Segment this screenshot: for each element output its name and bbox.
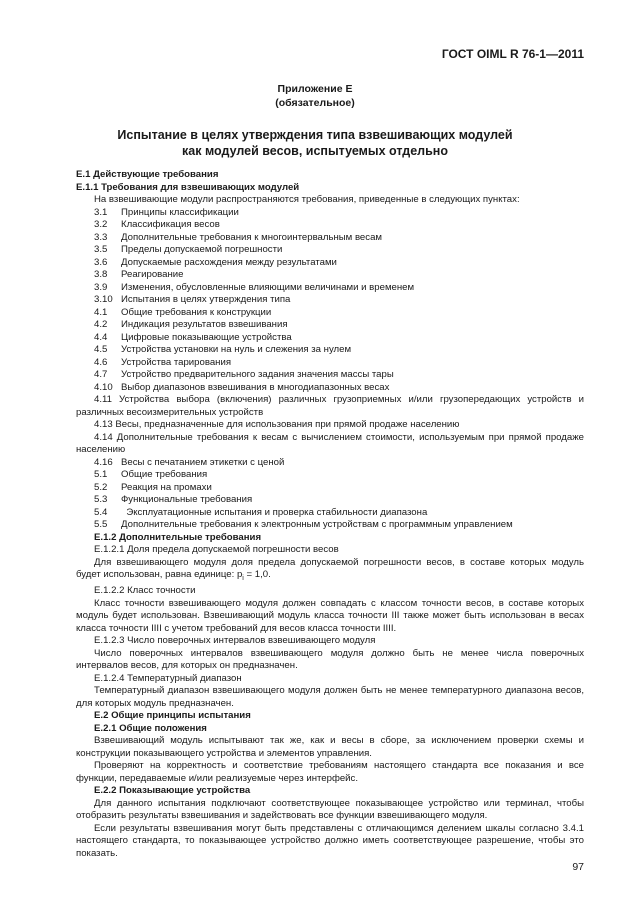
- list-item: [76, 469, 584, 482]
- list-item: [76, 369, 584, 382]
- section-e11-heading: Е.1.1 Требования для взвешивающих модулей: [76, 181, 300, 193]
- clause-e121-body: Для взвешивающего модуля доля предела допускаемой погрешности весов, в составе которых модуль будет использован, равна единице: p: [76, 556, 584, 580]
- requirements-list-2: [76, 457, 584, 532]
- item-text: Дополнительные требования к многоинтервальным весам: [121, 231, 382, 243]
- list-item-4-14: 4.14 Дополнительные требования к весам с вычислением стоимости, используемым при прямой продаже населению: [76, 431, 584, 455]
- item-text: Классификация весов: [121, 219, 220, 230]
- item-number: 4.2: [94, 319, 108, 330]
- clause-e122-title: Е.1.2.2 Класс точности: [94, 585, 196, 597]
- list-item: [76, 332, 584, 345]
- clause-e121-title: Е.1.2.1 Доля предела допускаемой погрешности весов: [94, 544, 339, 555]
- list-item: [76, 257, 584, 270]
- clause-e122-text: Класс точности взвешивающего модуля должен совпадать с классом точности весов, в составе которых модуль будет использован. Взвешивающий модуль класса точности III также может быть использован в весах класса точности IIII с учетом требований для весов класса точности IIII.: [76, 597, 584, 634]
- section-e21-paragraph-1: Взвешивающий модуль испытывают так же, как и весы в сборе, за исключением проверки схемы и конструкции показывающего устройства и элементов управления.: [76, 735, 584, 759]
- section-e11-intro: На взвешивающие модули распространяются требования, приведенные в следующих пунктах:: [94, 194, 520, 205]
- item-number: 4.5: [94, 344, 108, 355]
- item-text: Дополнительные требования к электронным устройствам с программным управлением: [121, 519, 513, 530]
- item-text: Индикация результатов взвешивания: [121, 319, 288, 330]
- page-number: 97: [572, 861, 584, 873]
- item-number: 4.7: [94, 369, 108, 380]
- list-item: [76, 519, 584, 532]
- item-number: 5.2: [94, 481, 108, 493]
- item-number: 5.3: [94, 494, 108, 505]
- list-item: [76, 294, 584, 307]
- section-e22-heading: Е.2.2 Показывающие устройства: [94, 785, 251, 797]
- main-title-line-2: как модулей весов, испытуемых отдельно: [182, 144, 448, 158]
- item-text: Функциональные требования: [121, 494, 253, 505]
- list-item: [76, 507, 584, 520]
- item-text: Устройства установки на нуль и слежения за нулем: [121, 344, 352, 355]
- section-e2-heading: Е.2 Общие принципы испытания: [94, 710, 251, 722]
- item-text: Пределы допускаемой погрешности: [121, 244, 283, 255]
- item-text: Цифровые показывающие устройства: [121, 331, 292, 343]
- item-text: Испытания в целях утверждения типа: [121, 294, 291, 305]
- section-e21-paragraph-2: Проверяют на корректность и соответствие требованиям настоящего стандарта все показания и все функции, передаваемые и/или реализуемые через интерфейс.: [76, 760, 584, 784]
- item-text: Общие требования к конструкции: [121, 306, 272, 318]
- clause-e124-title: Е.1.2.4 Температурный диапазон: [94, 672, 242, 684]
- list-item: [76, 232, 584, 245]
- section-e21-heading: Е.2.1 Общие положения: [94, 722, 207, 734]
- section-e22-paragraph-1: Для данного испытания подключают соответствующее показывающее устройство или терминал, чтобы отобразить результаты взвешивания и задействовать все функции взвешивающего модуля.: [76, 797, 584, 822]
- list-item: [76, 482, 584, 495]
- list-item-4-11: 4.11 Устройства выбора (включения) различных грузоприемных и/или грузопередающих устройств и различных весоизмерительных устройств: [76, 394, 584, 418]
- list-item: [76, 457, 584, 470]
- clause-e121-text: [76, 557, 584, 586]
- list-item: [76, 319, 584, 332]
- item-number: 4.6: [94, 356, 108, 368]
- main-title: [0, 127, 630, 159]
- item-number: 4.16: [94, 456, 113, 468]
- section-e1-heading: Е.1 Действующие требования: [76, 169, 219, 180]
- list-item-4-13: 4.13 Весы, предназначенные для использования при прямой продаже населению: [94, 419, 460, 430]
- item-text: Реагирование: [121, 269, 184, 280]
- list-item: [76, 344, 584, 357]
- section-e12-heading: Е.1.2 Дополнительные требования: [94, 531, 262, 543]
- clause-e124-text: Температурный диапазон взвешивающего модуля должен быть не менее температурного диапазона весов, для которых модуль предназначен.: [76, 685, 584, 709]
- item-number: 3.6: [94, 256, 108, 268]
- annex-status: (обязательное): [275, 97, 355, 109]
- item-text: Весы с печатанием этикетки с ценой: [121, 456, 285, 468]
- list-item: [76, 269, 584, 282]
- clause-e121-end: = 1,0.: [243, 569, 271, 580]
- item-text: Эксплуатационные испытания и проверка стабильности диапазона: [121, 506, 428, 518]
- item-text: Принципы классификации: [121, 206, 239, 218]
- item-number: 3.2: [94, 219, 108, 230]
- item-text: Изменения, обусловленные влияющими величинами и временем: [121, 281, 415, 293]
- item-number: 5.1: [94, 469, 108, 480]
- item-text: Общие требования: [121, 469, 208, 480]
- item-number: 3.1: [94, 206, 108, 218]
- item-text: Устройство предварительного задания значения массы тары: [121, 369, 394, 380]
- annex-label: Приложение Е: [277, 83, 353, 95]
- list-item: [76, 282, 584, 295]
- list-item: [76, 307, 584, 320]
- list-item: [76, 357, 584, 370]
- item-number: 3.5: [94, 244, 108, 255]
- item-number: 4.4: [94, 331, 108, 343]
- clause-e121-subscript: i: [242, 574, 244, 582]
- annex-title: [0, 82, 630, 110]
- section-e22-paragraph-2: Если результаты взвешивания могут быть представлены с отличающимся делением шкалы согласно 3.4.1 настоящего стандарта, то показывающее устройство должно иметь соответствующее разрешение, чтобы это показать.: [76, 822, 584, 859]
- item-number: 5.4: [94, 506, 108, 518]
- item-text: Реакция на промахи: [121, 481, 212, 493]
- item-number: 4.1: [94, 306, 108, 318]
- item-number: 3.10: [94, 294, 113, 305]
- list-item: [76, 382, 584, 395]
- item-number: 3.3: [94, 231, 108, 243]
- item-text: Устройства тарирования: [121, 356, 232, 368]
- item-number: 5.5: [94, 519, 108, 530]
- item-text: Допускаемые расхождения между результатами: [121, 256, 337, 268]
- item-text: Выбор диапазонов взвешивания в многодиапазонных весах: [121, 381, 390, 393]
- document-body: [76, 169, 584, 860]
- clause-e123-title: Е.1.2.3 Число поверочных интервалов взвешивающего модуля: [94, 635, 376, 647]
- item-number: 4.10: [94, 381, 113, 393]
- requirements-list: [76, 207, 584, 395]
- item-number: 3.9: [94, 281, 108, 293]
- item-number: 3.8: [94, 269, 108, 280]
- list-item: [76, 207, 584, 220]
- list-item: [76, 219, 584, 232]
- clause-e123-text: Число поверочных интервалов взвешивающего модуля должно быть не менее числа поверочных интервалов весов, для которых он предназначен.: [76, 647, 584, 672]
- main-title-line-1: Испытание в целях утверждения типа взвешивающих модулей: [117, 128, 513, 142]
- list-item: [76, 494, 584, 507]
- standard-header: ГОСТ OIML R 76-1—2011: [441, 47, 584, 61]
- list-item: [76, 244, 584, 257]
